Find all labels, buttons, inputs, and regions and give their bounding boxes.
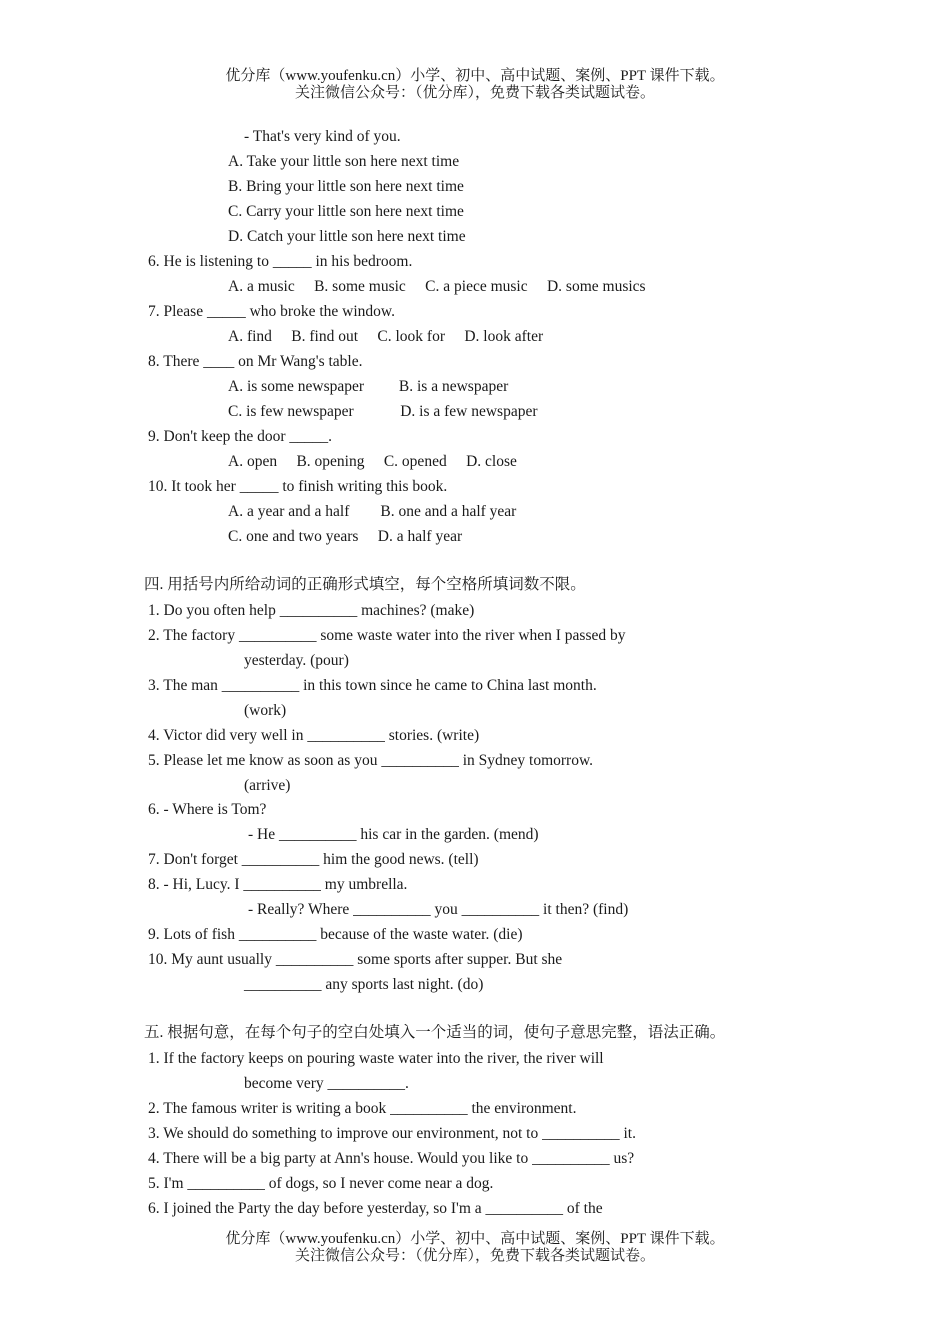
s4-line: 1. Do you often help __________ machines? (make) <box>148 602 475 619</box>
s4-line: - He __________ his car in the garden. (mend) <box>248 826 539 843</box>
s5-line: 4. There will be a big party at Ann's house. Would you like to __________ us? <box>148 1150 635 1167</box>
s4-line: 8. - Hi, Lucy. I __________ my umbrella. <box>148 876 408 893</box>
s4-line: (work) <box>244 702 287 719</box>
q9-question: 9. Don't keep the door _____. <box>148 428 333 445</box>
s4-line: 7. Don't forget __________ him the good news. (tell) <box>148 851 479 868</box>
q5-option-c: C. Carry your little son here next time <box>228 203 464 220</box>
q10-options-row-2: C. one and two years D. a half year <box>228 528 463 545</box>
s5-line: become very __________. <box>244 1075 409 1092</box>
q8-options-row-1: A. is some newspaper B. is a newspaper <box>228 378 509 395</box>
s4-line: 6. - Where is Tom? <box>148 801 267 818</box>
s4-line: (arrive) <box>244 777 291 794</box>
s4-line: 4. Victor did very well in __________ stories. (write) <box>148 727 480 744</box>
q8-question: 8. There ____ on Mr Wang's table. <box>148 353 363 370</box>
header-line-1: 优分库（www.youfenku.cn）小学、初中、高中试题、案例、PPT 课件下载。 <box>225 68 725 84</box>
s4-line: - Really? Where __________ you __________ it then? (find) <box>248 901 629 918</box>
footer-line-1: 优分库（www.youfenku.cn）小学、初中、高中试题、案例、PPT 课件下载。 <box>225 1231 725 1247</box>
s5-line: 6. I joined the Party the day before yesterday, so I'm a __________ of the <box>148 1200 603 1217</box>
page-footer <box>0 1231 950 1265</box>
q5-option-a: A. Take your little son here next time <box>228 153 460 170</box>
q7-options: A. find B. find out C. look for D. look after <box>228 328 544 345</box>
s5-line: 2. The famous writer is writing a book __________ the environment. <box>148 1100 577 1117</box>
q6-question: 6. He is listening to _____ in his bedroom. <box>148 253 413 270</box>
q5-option-b: B. Bring your little son here next time <box>228 178 464 195</box>
s5-line: 5. I'm __________ of dogs, so I never come near a dog. <box>148 1175 494 1192</box>
footer-line-2: 关注微信公众号：（优分库），免费下载各类试题试卷。 <box>294 1248 655 1264</box>
q8-options-row-2: C. is few newspaper D. is a few newspaper <box>228 403 538 420</box>
s4-line: __________ any sports last night. (do) <box>244 976 484 993</box>
s4-line: 3. The man __________ in this town since he came to China last month. <box>148 677 597 694</box>
s4-line: 5. Please let me know as soon as you __________ in Sydney tomorrow. <box>148 752 594 769</box>
s4-line: yesterday. (pour) <box>244 652 349 669</box>
section-4-title: 四. 用括号内所给动词的正确形式填空，每个空格所填词数不限。 <box>144 576 586 593</box>
q7-question: 7. Please _____ who broke the window. <box>148 303 395 320</box>
q10-options-row-1: A. a year and a half B. one and a half year <box>228 503 517 520</box>
header-line-2: 关注微信公众号：（优分库），免费下载各类试题试卷。 <box>294 85 655 101</box>
s4-line: 10. My aunt usually __________ some sports after supper. But she <box>148 951 563 968</box>
s4-line: 9. Lots of fish __________ because of the waste water. (die) <box>148 926 523 943</box>
section-5-title: 五. 根据句意，在每个句子的空白处填入一个适当的词，使句子意思完整，语法正确。 <box>144 1024 726 1041</box>
s5-line: 3. We should do something to improve our environment, not to __________ it. <box>148 1125 636 1142</box>
q6-options: A. a music B. some music C. a piece music D. some musics <box>228 278 646 295</box>
page-header <box>0 68 950 102</box>
s4-line: 2. The factory __________ some waste water into the river when I passed by <box>148 627 626 644</box>
s5-line: 1. If the factory keeps on pouring waste water into the river, the river will <box>148 1050 604 1067</box>
q10-question: 10. It took her _____ to finish writing this book. <box>148 478 448 495</box>
q5-reply: - That's very kind of you. <box>244 128 401 145</box>
q5-option-d: D. Catch your little son here next time <box>228 228 466 245</box>
q9-options: A. open B. opening C. opened D. close <box>228 453 517 470</box>
